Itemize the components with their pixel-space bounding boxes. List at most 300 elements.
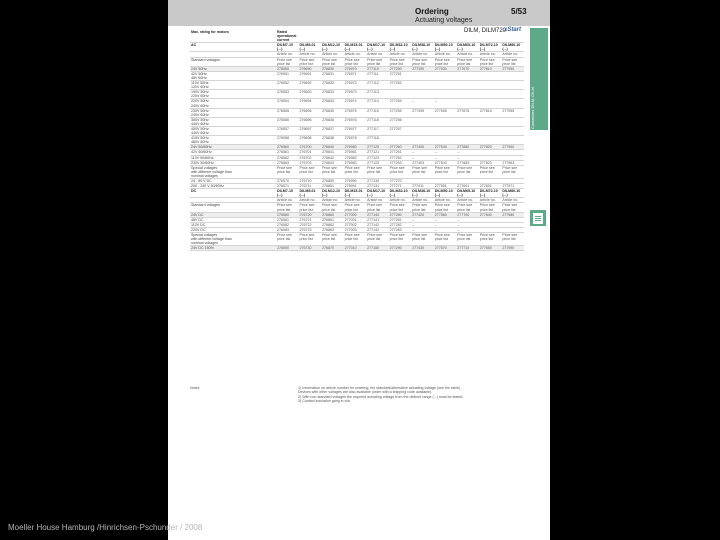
value-cell xyxy=(479,81,502,90)
value-cell xyxy=(501,71,524,80)
value-cell: Price see price list xyxy=(456,203,479,212)
value-cell: 277271 xyxy=(389,184,412,189)
value-cell: Article no. xyxy=(276,52,299,57)
value-cell: 277400 xyxy=(411,145,434,150)
value-cell xyxy=(479,90,502,99)
section-badge xyxy=(530,210,546,226)
value-cell: 276841 xyxy=(321,150,344,155)
value-cell: 277114 xyxy=(366,99,389,108)
note-line: 2) With non-standard voltages the required actuating voltage from the defined range (...) must be stated. xyxy=(298,394,464,399)
value-cell: Article no. xyxy=(389,52,412,57)
value-cell: 276833 xyxy=(321,90,344,99)
value-cell: Article no. xyxy=(321,52,344,57)
table-row xyxy=(190,136,524,145)
value-cell: DILM15-01 (...) xyxy=(344,189,367,198)
value-cell: 276710 xyxy=(299,179,322,184)
value-cell: 277815 xyxy=(479,108,502,117)
value-cell: 277540 xyxy=(434,145,457,150)
value-cell: Price see price list xyxy=(434,233,457,246)
value-cell: 277680 xyxy=(456,145,479,150)
value-cell: – xyxy=(434,155,457,160)
value-cell: Price see price list xyxy=(501,165,524,178)
value-cell: 276974 xyxy=(344,99,367,108)
value-cell: 277113 xyxy=(366,90,389,99)
value-cell xyxy=(411,136,434,145)
value-cell: 277990 xyxy=(501,246,524,251)
value-cell: 277150 xyxy=(366,246,389,251)
value-cell: Price see price list xyxy=(299,233,322,246)
brand-logo: xStart xyxy=(504,27,522,33)
table-row xyxy=(190,203,524,212)
value-cell: 276990 xyxy=(344,179,367,184)
value-cell: 276551 xyxy=(276,71,299,80)
value-cell: DILM32-10 (...) xyxy=(389,43,412,52)
row-label-cell: DC xyxy=(190,189,276,198)
value-cell: Price see price list xyxy=(366,57,389,66)
value-cell: 276690 xyxy=(299,66,322,71)
row-label-cell: 110V DC xyxy=(190,222,276,227)
value-cell: DILM65-10 (...) xyxy=(456,189,479,198)
value-cell: 276863 xyxy=(321,227,344,232)
value-cell: 277001 xyxy=(344,217,367,222)
value-cell: Price see price list xyxy=(389,203,412,212)
value-cell: 276862 xyxy=(321,222,344,227)
value-cell: Price see price list xyxy=(411,203,434,212)
value-cell: 277840 xyxy=(479,212,502,217)
value-cell: 277254 xyxy=(389,99,412,108)
value-cell: 277257 xyxy=(389,126,412,135)
value-cell: 276973 xyxy=(344,90,367,99)
value-cell: 276552 xyxy=(276,81,299,90)
value-cell: – xyxy=(411,217,434,222)
value-cell: 276556 xyxy=(276,117,299,126)
value-cell: 276723 xyxy=(299,227,322,232)
value-cell: Price see price list xyxy=(389,165,412,178)
value-cell: 276698 xyxy=(299,136,322,145)
value-cell xyxy=(434,117,457,126)
value-cell: Price see price list xyxy=(344,165,367,178)
value-cell: 276981 xyxy=(344,150,367,155)
value-cell: 277530 xyxy=(434,66,457,71)
value-cell: Price see price list xyxy=(276,57,299,66)
value-cell: Article no. xyxy=(344,198,367,203)
value-cell: 276571 xyxy=(276,184,299,189)
value-cell: 276694 xyxy=(299,99,322,108)
value-cell: DILM50-10 (...) xyxy=(434,43,457,52)
value-cell: Price see price list xyxy=(299,203,322,212)
value-cell xyxy=(411,30,434,43)
table-row xyxy=(190,165,524,178)
value-cell: 276838 xyxy=(321,136,344,145)
value-cell xyxy=(456,30,479,43)
value-cell: 276580 xyxy=(276,212,299,217)
value-cell: Article no. xyxy=(411,52,434,57)
value-cell: DILM7-10 (...) xyxy=(276,43,299,52)
table-row xyxy=(190,57,524,66)
value-cell xyxy=(501,126,524,135)
value-cell: 276696 xyxy=(299,117,322,126)
value-cell xyxy=(456,81,479,90)
value-cell xyxy=(479,99,502,108)
value-cell: Article no. xyxy=(344,52,367,57)
row-label-cell: 24V 50Hz xyxy=(190,66,276,71)
value-cell: 277551 xyxy=(434,184,457,189)
row-label-cell: 48V DC xyxy=(190,217,276,222)
value-cell xyxy=(434,136,457,145)
value-cell: 276975 xyxy=(344,108,367,117)
value-cell: 276850 xyxy=(321,179,344,184)
value-cell: Article no. xyxy=(366,198,389,203)
value-cell: 276720 xyxy=(299,212,322,217)
value-cell: DILM72-10 (...) xyxy=(479,189,502,198)
value-cell: 276570 xyxy=(276,179,299,184)
page-title: Ordering xyxy=(415,7,449,16)
value-cell: Price see price list xyxy=(321,165,344,178)
value-cell xyxy=(501,117,524,126)
document-icon xyxy=(533,213,543,224)
value-cell: 276730 xyxy=(299,246,322,251)
value-cell: – xyxy=(411,222,434,227)
row-label-cell: 230V 50/60Hz xyxy=(190,160,276,165)
row-label-cell: AC xyxy=(190,43,276,52)
value-cell: 277831 xyxy=(479,184,502,189)
value-cell: 277430 xyxy=(411,246,434,251)
value-cell: Article no. xyxy=(479,52,502,57)
value-cell: 276558 xyxy=(276,136,299,145)
value-cell: 276560 xyxy=(276,145,299,150)
value-cell: 277560 xyxy=(434,212,457,217)
value-cell: Article no. xyxy=(456,52,479,57)
value-cell: 277283 xyxy=(389,227,412,232)
table-row xyxy=(190,99,524,108)
value-cell: 276980 xyxy=(344,145,367,150)
value-cell: 277963 xyxy=(501,160,524,165)
value-cell: 277535 xyxy=(434,108,457,117)
value-cell: 277710 xyxy=(456,246,479,251)
value-cell: 276861 xyxy=(321,217,344,222)
value-cell: Price see price list xyxy=(389,57,412,66)
value-cell: Price see price list xyxy=(366,233,389,246)
value-cell xyxy=(434,90,457,99)
row-label-cell: 380V 50Hz 440V 60Hz xyxy=(190,117,276,126)
value-cell: Price see price list xyxy=(411,57,434,66)
value-cell: Price see price list xyxy=(389,233,412,246)
value-cell: 276836 xyxy=(321,117,344,126)
value-cell: DILM12-10 (...) xyxy=(321,43,344,52)
value-cell: 277122 xyxy=(366,155,389,160)
row-label-cell: 415V 50Hz 480V 60Hz xyxy=(190,136,276,145)
value-cell: 277290 xyxy=(389,246,412,251)
value-cell xyxy=(411,117,434,126)
value-cell: Article no. xyxy=(434,52,457,57)
value-cell: Price see price list xyxy=(276,203,299,212)
value-cell: DILM32-10 (...) xyxy=(389,189,412,198)
value-cell: 276977 xyxy=(344,126,367,135)
value-cell: 277280 xyxy=(389,212,412,217)
value-cell: – xyxy=(456,150,479,155)
value-cell: Price see price list xyxy=(276,233,299,246)
value-cell xyxy=(389,30,412,43)
value-cell xyxy=(456,99,479,108)
value-cell: 277980 xyxy=(501,212,524,217)
value-cell: 277260 xyxy=(389,145,412,150)
value-cell: 277950 xyxy=(501,66,524,71)
value-cell: Article no. xyxy=(479,198,502,203)
value-cell: DILM38-10 (...) xyxy=(411,43,434,52)
value-cell xyxy=(479,117,502,126)
value-cell: Article no. xyxy=(456,198,479,203)
product-line: DILM, DILM720 xyxy=(464,28,507,34)
value-cell: 277250 xyxy=(389,66,412,71)
value-cell xyxy=(501,81,524,90)
value-cell xyxy=(479,71,502,80)
value-cell: 276555 xyxy=(276,108,299,117)
value-cell: DILM80-10 (...) xyxy=(501,189,524,198)
value-cell: – xyxy=(411,99,434,108)
value-cell: – xyxy=(434,99,457,108)
value-cell xyxy=(434,30,457,43)
value-cell: 276842 xyxy=(321,155,344,160)
side-tab-label: Contactors DILM, DILM xyxy=(530,87,535,129)
value-cell: 276582 xyxy=(276,222,299,227)
notes-lines xyxy=(298,386,528,404)
page-number: 5/53 xyxy=(511,7,527,16)
value-cell: 276870 xyxy=(321,246,344,251)
value-cell xyxy=(501,90,524,99)
value-cell: DILM17-10 (...) xyxy=(366,43,389,52)
value-cell: 277118 xyxy=(366,136,389,145)
value-cell: 277390 xyxy=(411,66,434,71)
value-cell: – xyxy=(434,150,457,155)
value-cell xyxy=(456,71,479,80)
value-cell: 277111 xyxy=(366,71,389,80)
table-row xyxy=(190,71,524,80)
value-cell: 277251 xyxy=(389,71,412,80)
value-cell: 277691 xyxy=(456,184,479,189)
note-line: 3) Contact insulation gang in vdc. xyxy=(298,399,352,404)
value-cell: Rated operational current xyxy=(276,30,299,43)
value-cell: 276583 xyxy=(276,227,299,232)
value-cell: – xyxy=(434,222,457,227)
value-cell: 276703 xyxy=(299,160,322,165)
value-cell: 277000 xyxy=(344,212,367,217)
value-cell: 276550 xyxy=(276,66,299,71)
value-cell: 277255 xyxy=(389,108,412,117)
value-cell: Price see price list xyxy=(344,233,367,246)
value-cell: 276557 xyxy=(276,126,299,135)
value-cell: 276561 xyxy=(276,150,299,155)
value-cell: 277543 xyxy=(434,160,457,165)
value-cell xyxy=(501,30,524,43)
value-cell: Article no. xyxy=(434,198,457,203)
value-cell xyxy=(299,30,322,43)
value-cell: Price see price list xyxy=(456,165,479,178)
row-label-cell: 190V 50Hz 220V 60Hz xyxy=(190,90,276,99)
catalog-page xyxy=(168,0,550,540)
value-cell: 276970 xyxy=(344,66,367,71)
value-cell: 276692 xyxy=(299,81,322,90)
value-cell: 277121 xyxy=(366,150,389,155)
value-cell: Price see price list xyxy=(501,57,524,66)
value-cell: Price see price list xyxy=(366,203,389,212)
value-cell: 276581 xyxy=(276,217,299,222)
row-label-cell: Standard voltages xyxy=(190,203,276,212)
value-cell xyxy=(501,136,524,145)
value-cell: 277850 xyxy=(479,246,502,251)
value-cell: 276711 xyxy=(299,184,322,189)
value-cell: 277252 xyxy=(389,81,412,90)
value-cell: 276860 xyxy=(321,212,344,217)
value-cell: 277140 xyxy=(366,212,389,217)
value-cell: Price see price list xyxy=(321,57,344,66)
value-cell xyxy=(321,30,344,43)
value-cell: DILM50-10 (...) xyxy=(434,189,457,198)
value-cell: DILM9-01 (...) xyxy=(299,189,322,198)
value-cell: 276978 xyxy=(344,136,367,145)
table-row xyxy=(190,117,524,126)
value-cell: Article no. xyxy=(276,198,299,203)
value-cell: 276991 xyxy=(344,184,367,189)
value-cell: 277002 xyxy=(344,222,367,227)
value-cell: 277010 xyxy=(344,246,367,251)
value-cell: Price see price list xyxy=(299,165,322,178)
value-cell: 276554 xyxy=(276,99,299,108)
value-cell: – xyxy=(456,155,479,160)
value-cell: Article no. xyxy=(411,198,434,203)
value-cell: 277123 xyxy=(366,160,389,165)
page-header xyxy=(168,0,550,26)
value-cell: Price see price list xyxy=(501,203,524,212)
value-cell xyxy=(389,136,412,145)
value-cell: 277141 xyxy=(366,217,389,222)
value-cell xyxy=(434,126,457,135)
value-cell: DILM80-10 (...) xyxy=(501,43,524,52)
value-cell: 276700 xyxy=(299,145,322,150)
value-cell: 277282 xyxy=(389,222,412,227)
value-cell xyxy=(344,30,367,43)
value-cell: Price see price list xyxy=(366,165,389,178)
row-label-cell: Special voltages with different voltage than nominal voltages xyxy=(190,165,276,178)
row-label-cell: 24V DC xyxy=(190,212,276,217)
value-cell: 276971 xyxy=(344,71,367,80)
row-label-cell: 24 - 60 V DC xyxy=(190,179,276,184)
value-cell: 277955 xyxy=(501,108,524,117)
row-label-cell: 220V 50Hz 240V 60Hz xyxy=(190,99,276,108)
value-cell: 276697 xyxy=(299,126,322,135)
value-cell xyxy=(411,71,434,80)
value-cell: Price see price list xyxy=(434,57,457,66)
value-cell xyxy=(389,90,412,99)
value-cell: 277670 xyxy=(456,66,479,71)
value-cell: 276691 xyxy=(299,71,322,80)
value-cell xyxy=(411,81,434,90)
value-cell: DILM15-01 (...) xyxy=(344,43,367,52)
value-cell: 276701 xyxy=(299,150,322,155)
row-label-cell: 400V 50Hz 440V 60Hz xyxy=(190,126,276,135)
value-cell: 277403 xyxy=(411,160,434,165)
value-cell: 277130 xyxy=(366,179,389,184)
value-cell: 277120 xyxy=(366,145,389,150)
row-label-cell: 42V 50/60Hz xyxy=(190,150,276,155)
row-label-cell: 24V DC 150% xyxy=(190,246,276,251)
value-cell: 277110 xyxy=(366,66,389,71)
notes-label: Notes xyxy=(190,386,200,390)
value-cell: Price see price list xyxy=(411,165,434,178)
value-cell: 276835 xyxy=(321,108,344,117)
value-cell: Price see price list xyxy=(344,203,367,212)
value-cell xyxy=(479,136,502,145)
section-side-tab xyxy=(530,28,548,130)
value-cell xyxy=(501,99,524,108)
table-row xyxy=(190,90,524,99)
value-cell: DILM9-01 (...) xyxy=(299,43,322,52)
value-cell: Price see price list xyxy=(479,57,502,66)
value-cell: Price see price list xyxy=(344,57,367,66)
value-cell: 277143 xyxy=(366,227,389,232)
value-cell xyxy=(456,90,479,99)
value-cell: – xyxy=(411,227,434,232)
value-cell: 276693 xyxy=(299,90,322,99)
value-cell: 277262 xyxy=(389,155,412,160)
value-cell: 277256 xyxy=(389,117,412,126)
value-cell: 276722 xyxy=(299,222,322,227)
value-cell: Price see price list xyxy=(321,203,344,212)
page-subtitle: Actuating voltages xyxy=(415,17,473,24)
value-cell: 277820 xyxy=(479,145,502,150)
table-row xyxy=(190,81,524,90)
value-cell: 277971 xyxy=(501,184,524,189)
value-cell: Price see price list xyxy=(434,203,457,212)
value-cell: Price see price list xyxy=(479,233,502,246)
value-cell xyxy=(479,126,502,135)
value-cell: Article no. xyxy=(501,198,524,203)
value-cell: 276851 xyxy=(321,184,344,189)
value-cell: – xyxy=(411,155,434,160)
value-cell: 277263 xyxy=(389,160,412,165)
value-cell: – xyxy=(456,227,479,232)
value-cell: 277823 xyxy=(479,160,502,165)
value-cell: Price see price list xyxy=(321,233,344,246)
value-cell: 276976 xyxy=(344,117,367,126)
value-cell: Price see price list xyxy=(501,233,524,246)
value-cell: Article no. xyxy=(389,198,412,203)
value-cell xyxy=(411,90,434,99)
value-cell: – xyxy=(434,227,457,232)
value-cell: 277003 xyxy=(344,227,367,232)
value-cell: 277142 xyxy=(366,222,389,227)
value-cell: Price see price list xyxy=(456,233,479,246)
value-cell: 277281 xyxy=(389,217,412,222)
value-cell: Article no. xyxy=(501,52,524,57)
value-cell: 276832 xyxy=(321,81,344,90)
value-cell: Price see price list xyxy=(299,57,322,66)
value-cell xyxy=(411,126,434,135)
value-cell: 276840 xyxy=(321,145,344,150)
note-line: 1) Information on article number for ordering, the standard/alternative actuating voltage (see the table). xyxy=(298,386,462,390)
table-row xyxy=(190,126,524,135)
row-label-cell: Special voltages with different voltage than nominal voltages xyxy=(190,233,276,246)
row-label-cell: 220V DC xyxy=(190,227,276,232)
value-cell: 276843 xyxy=(321,160,344,165)
table-row xyxy=(190,43,524,52)
value-cell: 276695 xyxy=(299,108,322,117)
value-cell: Price see price list xyxy=(479,203,502,212)
value-cell: 277117 xyxy=(366,126,389,135)
value-cell: 276562 xyxy=(276,155,299,160)
value-cell xyxy=(456,136,479,145)
value-cell: 277570 xyxy=(434,246,457,251)
value-cell: 277270 xyxy=(389,179,412,184)
